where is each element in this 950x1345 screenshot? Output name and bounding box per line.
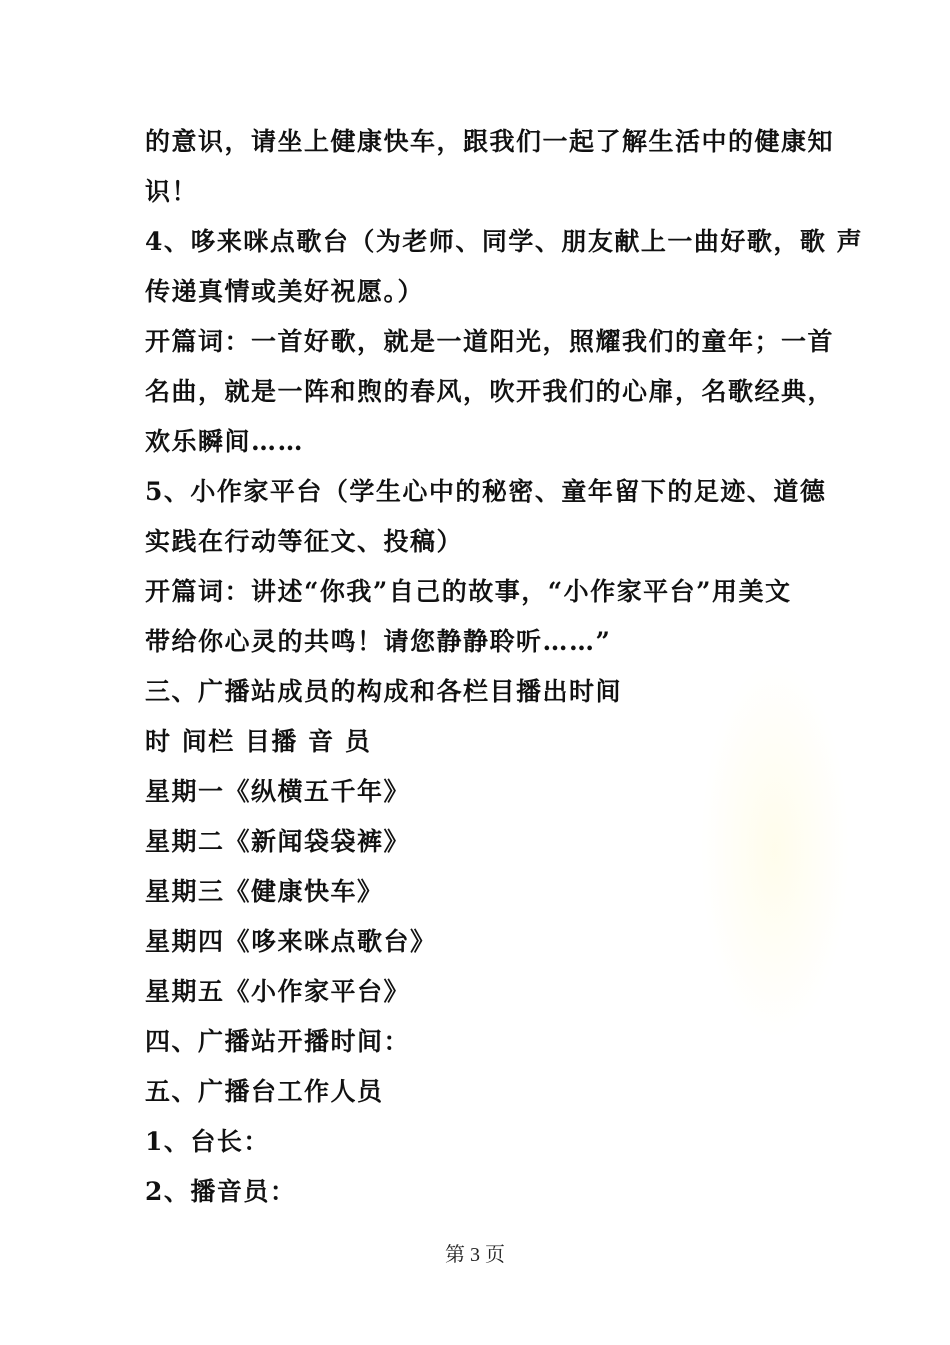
- section-heading: 四、广播站开播时间：: [145, 1027, 411, 1056]
- schedule-header: 时 间栏 目播 音 员: [145, 727, 372, 756]
- schedule-item-wednesday: 星期三《健康快车》: [145, 877, 384, 906]
- text-line: 开篇词：一首好歌，就是一道阳光，照耀我们的童年；一首: [145, 327, 835, 356]
- text-line: 传递真情或美好祝愿。）: [145, 277, 425, 306]
- schedule-item-thursday: 星期四《哆来咪点歌台》: [145, 927, 437, 956]
- section-heading: 三、广播站成员的构成和各栏目播出时间: [145, 677, 623, 706]
- text-line: 名曲，就是一阵和煦的春风，吹开我们的心扉，名歌经典，: [145, 377, 835, 406]
- section-heading: 五、广播台工作人员: [145, 1077, 384, 1106]
- staff-item: 2、播音员：: [145, 1177, 297, 1206]
- staff-item: 1、台长：: [145, 1127, 270, 1156]
- text-line: 4、哆来咪点歌台（为老师、同学、朋友献上一曲好歌，歌 声: [145, 227, 864, 256]
- text-line: 欢乐瞬间……: [145, 427, 305, 456]
- schedule-item-monday: 星期一《纵横五千年》: [145, 777, 411, 806]
- text-line: 带给你心灵的共鸣！请您静静聆听……”: [145, 627, 612, 656]
- text-line: 实践在行动等征文、投稿）: [145, 527, 464, 556]
- schedule-item-tuesday: 星期二《新闻袋袋裤》: [145, 827, 411, 856]
- document-body: [145, 117, 864, 1217]
- text-line: 5、小作家平台（学生心中的秘密、童年留下的足迹、道德: [145, 477, 827, 506]
- text-line: 的意识，请坐上健康快车，跟我们一起了解生活中的健康知: [145, 127, 835, 156]
- schedule-item-friday: 星期五《小作家平台》: [145, 977, 411, 1006]
- text-line: 开篇词：讲述“你我”自己的故事，“小作家平台”用美文: [145, 577, 792, 606]
- page-number: 第 3 页: [445, 1244, 505, 1266]
- text-line: 识！: [145, 177, 199, 206]
